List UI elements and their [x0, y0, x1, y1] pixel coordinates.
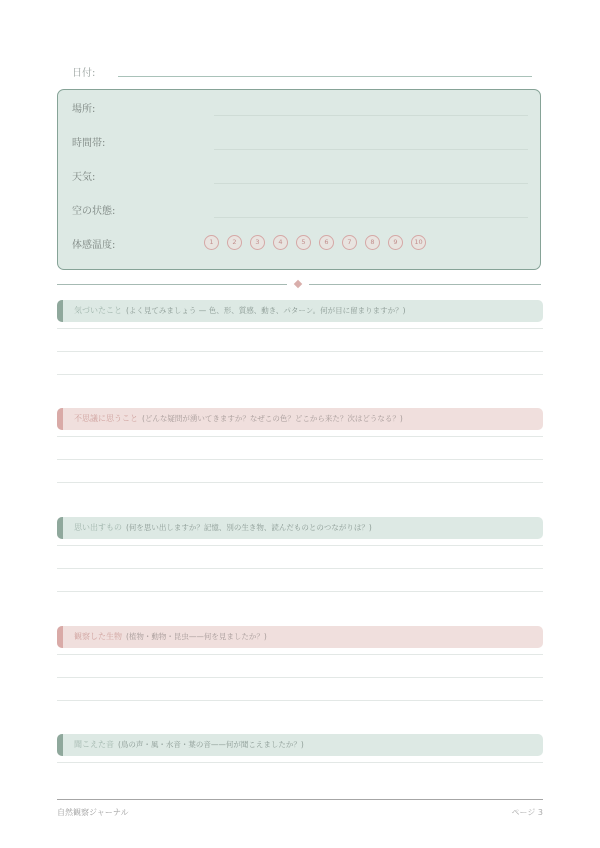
section-header [57, 517, 543, 539]
writing-line[interactable] [57, 654, 543, 655]
weather-row [58, 158, 540, 192]
writing-line[interactable] [57, 677, 543, 678]
sky-label: 空の状態: [72, 206, 116, 217]
writing-line[interactable] [57, 328, 543, 329]
scale-circle[interactable]: 8 [365, 235, 380, 250]
writing-line[interactable] [57, 482, 543, 483]
writing-line[interactable] [57, 591, 543, 592]
section-title: 思い出すもの [74, 523, 122, 532]
date-input-line[interactable] [118, 76, 532, 77]
section-hint: (どんな疑問が湧いてきますか？なぜこの色？どこから来た？次はどうなる？) [142, 414, 403, 423]
time-row [58, 124, 540, 158]
sky-row [58, 192, 540, 226]
temperature-label: 体感温度: [72, 240, 116, 251]
scale-circle[interactable]: 6 [319, 235, 334, 250]
section-header [57, 734, 543, 756]
writing-line[interactable] [57, 545, 543, 546]
sky-input-line[interactable] [214, 217, 528, 218]
section-title: 聞こえた音 [74, 740, 114, 749]
section-hint: (植物・動物・昆虫——何を見ましたか？) [126, 632, 267, 641]
writing-line[interactable] [57, 762, 543, 763]
weather-label: 天気: [72, 172, 96, 183]
section-header [57, 408, 543, 430]
scale-circle[interactable]: 1 [204, 235, 219, 250]
section-divider [57, 281, 541, 289]
weather-input-line[interactable] [214, 183, 528, 184]
section-title: 不思議に思うこと [74, 414, 138, 423]
section-hint: (よく見てみましょう — 色、形、質感、動き、パターン。何が目に留まりますか？) [126, 306, 406, 315]
section-hint: (何を思い出しますか？記憶、別の生き物、読んだものとのつながりは？) [126, 523, 372, 532]
writing-line[interactable] [57, 700, 543, 701]
divider-line-left [57, 284, 287, 285]
writing-line[interactable] [57, 374, 543, 375]
time-input-line[interactable] [214, 149, 528, 150]
location-input-line[interactable] [214, 115, 528, 116]
footer-page-number: ページ 3 [511, 808, 543, 817]
scale-circle[interactable]: 7 [342, 235, 357, 250]
footer-divider [57, 799, 543, 800]
section-header [57, 300, 543, 322]
date-row [72, 62, 532, 80]
section-title: 観察した生物 [74, 632, 122, 641]
section-hint: (鳥の声・風・水音・葉の音——何が聞こえましたか？) [118, 740, 304, 749]
location-label: 場所: [72, 104, 96, 115]
scale-circle[interactable]: 2 [227, 235, 242, 250]
diamond-ornament-icon [294, 280, 302, 288]
writing-line[interactable] [57, 436, 543, 437]
scale-circle[interactable]: 10 [411, 235, 426, 250]
time-label: 時間帯: [72, 138, 106, 149]
location-row [58, 90, 540, 124]
divider-line-right [309, 284, 541, 285]
date-label: 日付: [72, 68, 96, 79]
section-title: 気づいたこと [74, 306, 122, 315]
info-box [57, 89, 541, 270]
section-header [57, 626, 543, 648]
writing-line[interactable] [57, 568, 543, 569]
scale-circle[interactable]: 4 [273, 235, 288, 250]
scale-circle[interactable]: 3 [250, 235, 265, 250]
scale-circle[interactable]: 9 [388, 235, 403, 250]
writing-line[interactable] [57, 351, 543, 352]
writing-line[interactable] [57, 459, 543, 460]
footer-journal-title: 自然観察ジャーナル [57, 808, 129, 817]
scale-circle[interactable]: 5 [296, 235, 311, 250]
